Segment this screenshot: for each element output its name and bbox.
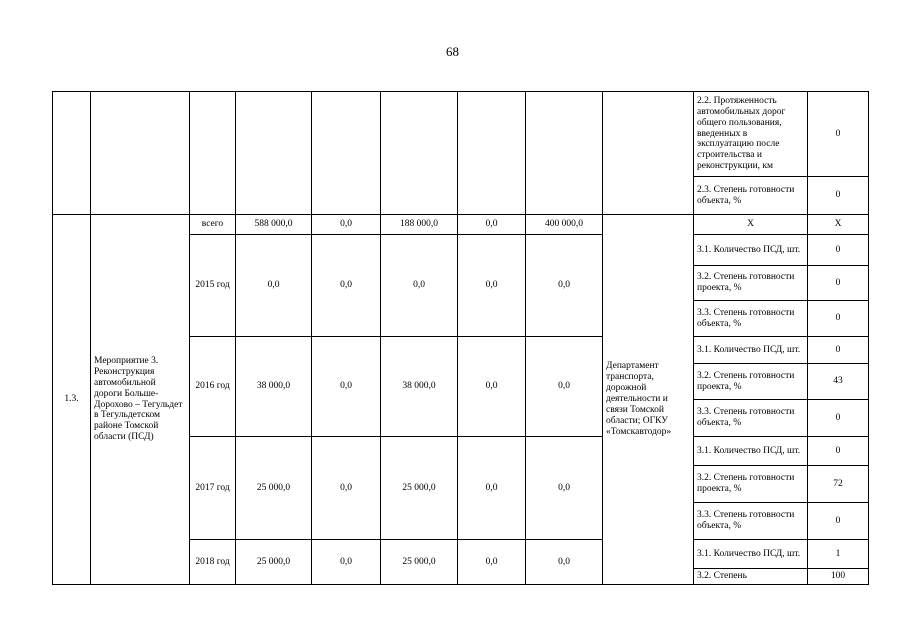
value-cell: 0,0 <box>526 337 603 437</box>
value-cell: 0,0 <box>312 437 381 540</box>
value-cell: 38 000,0 <box>381 337 458 437</box>
total-cell: 588 000,0 <box>236 215 312 235</box>
value-cell: 400 000,0 <box>526 215 603 235</box>
indicator-value: 0 <box>808 92 869 177</box>
year-cell: 2018 год <box>190 540 236 585</box>
indicator-label: 3.2. Степень готовности проекта, % <box>694 266 808 301</box>
value-cell: 25 000,0 <box>381 437 458 540</box>
value-cell: 0,0 <box>458 215 526 235</box>
value-cell: 0,0 <box>312 215 381 235</box>
year-cell: 2016 год <box>190 337 236 437</box>
program-table <box>52 91 869 585</box>
value-cell: 0,0 <box>526 540 603 585</box>
table-row <box>53 215 869 235</box>
table-row <box>53 92 869 177</box>
indicator-value: 43 <box>808 364 869 400</box>
indicator-value: 100 <box>808 569 869 585</box>
total-cell: 38 000,0 <box>236 337 312 437</box>
indicator-value: 0 <box>808 503 869 540</box>
indicator-value: 1 <box>808 540 869 569</box>
indicator-label: 3.1. Количество ПСД, шт. <box>694 437 808 466</box>
total-cell: 0,0 <box>236 235 312 337</box>
indicator-value: 0 <box>808 177 869 215</box>
indicator-value: 0 <box>808 235 869 266</box>
value-cell: 0,0 <box>381 235 458 337</box>
value-cell: 188 000,0 <box>381 215 458 235</box>
indicator-label: Х <box>694 215 808 235</box>
value-cell: 0,0 <box>458 235 526 337</box>
indicator-label: 2.2. Протяженность автомобильных дорог общего пользования, введенных в эксплуатацию после строительства и реконструкции, км <box>694 92 808 177</box>
total-cell: 25 000,0 <box>236 540 312 585</box>
indicator-label: 3.1. Количество ПСД, шт. <box>694 235 808 266</box>
year-cell: 2015 год <box>190 235 236 337</box>
executor-cell: Департамент транспорта, дорожной деятельности и связи Томской области; ОГКУ «Томскавтодор» <box>603 215 694 585</box>
year-cell: 2017 год <box>190 437 236 540</box>
indicator-label: 3.1. Количество ПСД, шт. <box>694 540 808 569</box>
indicator-value: 72 <box>808 466 869 503</box>
indicator-value: 0 <box>808 437 869 466</box>
indicator-value: 0 <box>808 266 869 301</box>
value-cell: 25 000,0 <box>381 540 458 585</box>
value-cell: 0,0 <box>312 235 381 337</box>
indicator-value: 0 <box>808 400 869 437</box>
value-cell: 0,0 <box>312 337 381 437</box>
value-cell: 0,0 <box>526 437 603 540</box>
indicator-label: 3.3. Степень готовности объекта, % <box>694 301 808 337</box>
measure-name: Мероприятие 3. Реконструкция автомобильной дороги Больше-Дорохово – Тегульдет в Тегульдетском районе Томской области (ПСД) <box>91 215 190 585</box>
value-cell: 0,0 <box>458 540 526 585</box>
indicator-label: 3.3. Степень готовности объекта, % <box>694 400 808 437</box>
indicator-label: 2.3. Степень готовности объекта, % <box>694 177 808 215</box>
value-cell: 0,0 <box>312 540 381 585</box>
value-cell: 0,0 <box>526 235 603 337</box>
value-cell: 0,0 <box>458 337 526 437</box>
measure-number: 1.3. <box>53 215 91 585</box>
indicator-label: 3.1. Количество ПСД, шт. <box>694 337 808 364</box>
year-cell: всего <box>190 215 236 235</box>
indicator-label: 3.2. Степень <box>694 569 808 585</box>
indicator-label: 3.2. Степень готовности проекта, % <box>694 466 808 503</box>
indicator-value: Х <box>808 215 869 235</box>
page-number: 68 <box>446 44 459 59</box>
indicator-label: 3.3. Степень готовности объекта, % <box>694 503 808 540</box>
value-cell: 0,0 <box>458 437 526 540</box>
total-cell: 25 000,0 <box>236 437 312 540</box>
indicator-value: 0 <box>808 337 869 364</box>
indicator-value: 0 <box>808 301 869 337</box>
indicator-label: 3.2. Степень готовности проекта, % <box>694 364 808 400</box>
